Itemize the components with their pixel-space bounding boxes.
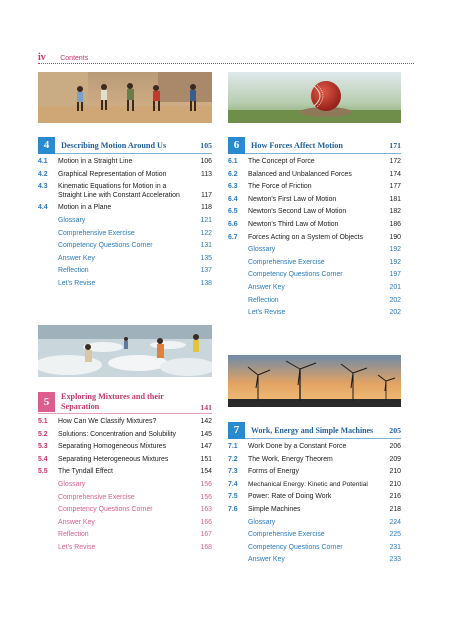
extra-title: Comprehensive Exercise xyxy=(58,229,135,237)
extra-title: Comprehensive Exercise xyxy=(248,531,325,539)
section-page: 216 xyxy=(389,493,401,501)
section-number: 7.3 xyxy=(228,468,238,476)
toc-extra[interactable] xyxy=(38,242,212,251)
extra-page: 202 xyxy=(389,309,401,317)
toc-extra[interactable] xyxy=(38,280,212,289)
extra-page: 163 xyxy=(200,506,212,514)
header-divider xyxy=(38,63,414,64)
section-title: Mechanical Energy: Kinetic and Potential xyxy=(248,480,368,488)
section-page: 145 xyxy=(200,430,212,438)
chapter-heading[interactable] xyxy=(38,137,212,154)
extra-title: Answer Key xyxy=(248,283,285,291)
section-title: The Tyndall Effect xyxy=(58,468,113,476)
section-title: Newton's Second Law of Motion xyxy=(248,208,347,216)
section-number: 5.1 xyxy=(38,418,48,425)
extra-page: 167 xyxy=(200,531,212,539)
chapter-page: 171 xyxy=(389,140,401,150)
toc-extra[interactable] xyxy=(228,544,401,553)
toc-entry[interactable] xyxy=(38,456,212,465)
extra-title: Reflection xyxy=(248,296,279,304)
page-header xyxy=(38,47,88,61)
toc-extra[interactable] xyxy=(228,297,401,306)
section-page: 113 xyxy=(201,170,212,178)
section-list xyxy=(228,443,401,565)
section-page: 117 xyxy=(201,191,212,199)
extra-page: 166 xyxy=(200,518,212,526)
toc-entry[interactable] xyxy=(38,468,212,477)
section-title: Solutions: Concentration and Solubility xyxy=(58,430,176,438)
extra-title: Glossary xyxy=(58,480,86,488)
chapter-number: 7 xyxy=(228,422,245,439)
section-page: 182 xyxy=(389,208,401,216)
section-title: Kinematic Equations for Motion in a Straight Line with Constant Acceleration xyxy=(58,183,180,199)
toc-entry[interactable] xyxy=(38,204,212,213)
section-title: Simple Machines xyxy=(248,505,301,513)
section-number: 6.3 xyxy=(228,183,238,191)
extra-page: 138 xyxy=(200,279,212,287)
chapter-heading[interactable] xyxy=(38,388,212,414)
extra-page: 131 xyxy=(200,242,212,250)
toc-extra[interactable] xyxy=(38,217,212,226)
toc-extra[interactable] xyxy=(38,544,212,553)
toc-entry[interactable] xyxy=(38,418,212,427)
extra-page: 137 xyxy=(200,267,212,275)
toc-entry[interactable] xyxy=(228,468,401,477)
section-title: The Force of Friction xyxy=(248,183,312,191)
wind-turbines-photo xyxy=(228,355,401,407)
section-title: Graphical Representation of Motion xyxy=(58,170,167,178)
toc-entry[interactable] xyxy=(38,158,212,167)
section-title: Newton's Third Law of Motion xyxy=(248,220,339,228)
extra-title: Let's Revise xyxy=(248,309,286,317)
section-number: 4.2 xyxy=(38,170,48,178)
section-page: 106 xyxy=(200,158,212,165)
toc-extra[interactable] xyxy=(38,481,212,490)
section-page: 172 xyxy=(389,158,401,165)
section-number: 5.4 xyxy=(38,455,48,463)
section-title: The Concept of Force xyxy=(248,158,315,165)
section-page: 210 xyxy=(389,468,401,476)
toc-entry[interactable] xyxy=(38,431,212,440)
toc-extra[interactable] xyxy=(228,259,401,268)
section-title: Work Done by a Constant Force xyxy=(248,443,347,450)
extra-title: Answer Key xyxy=(58,518,95,526)
extra-title: Competency Questions Corner xyxy=(58,506,153,514)
chapter-title: How Forces Affect Motion xyxy=(251,140,343,150)
section-list xyxy=(38,418,212,553)
toc-extra[interactable] xyxy=(228,309,401,318)
section-page: 174 xyxy=(389,170,401,178)
page-number: iv xyxy=(38,52,46,63)
toc-entry[interactable] xyxy=(228,506,401,515)
extra-page: 121 xyxy=(200,216,212,224)
section-title: Forces Acting on a System of Objects xyxy=(248,233,363,241)
extra-title: Glossary xyxy=(58,216,86,224)
extra-page: 224 xyxy=(389,518,401,526)
section-page: 206 xyxy=(389,443,401,450)
toc-entry[interactable] xyxy=(228,481,401,490)
chapter-number: 6 xyxy=(228,137,245,154)
extra-title: Reflection xyxy=(58,267,89,275)
page-label: Contents xyxy=(60,55,89,62)
chapter-heading[interactable] xyxy=(228,137,401,154)
toc-entry[interactable] xyxy=(228,221,401,230)
extra-title: Competency Questions Corner xyxy=(248,543,343,551)
toc-extra[interactable] xyxy=(228,246,401,255)
chapter-title: Exploring Mixtures and their Separation xyxy=(61,392,164,411)
extra-title: Comprehensive Exercise xyxy=(248,258,325,266)
section-page: 210 xyxy=(389,480,401,488)
extra-page: 156 xyxy=(200,480,212,488)
section-page: 209 xyxy=(389,455,401,463)
toc-extra[interactable] xyxy=(228,531,401,540)
toc-extra[interactable] xyxy=(38,255,212,264)
toc-entry[interactable] xyxy=(228,208,401,217)
section-number: 4.4 xyxy=(38,204,48,212)
extra-page: 197 xyxy=(389,271,401,279)
section-title: Power: Rate of Doing Work xyxy=(248,493,332,501)
section-number: 7.2 xyxy=(228,455,238,463)
extra-title: Competency Questions Corner xyxy=(248,271,343,279)
section-list xyxy=(38,158,212,289)
section-page: 218 xyxy=(389,505,401,513)
section-page: 118 xyxy=(201,204,212,212)
extra-title: Answer Key xyxy=(248,556,285,564)
toc-extra[interactable] xyxy=(228,519,401,528)
toc-extra[interactable] xyxy=(228,271,401,280)
section-page: 177 xyxy=(389,183,401,191)
chapter-7 xyxy=(228,422,401,569)
section-number: 6.7 xyxy=(228,233,238,241)
section-number: 4.1 xyxy=(38,158,48,165)
section-number: 6.4 xyxy=(228,195,238,203)
section-title: Separating Homogeneous Mixtures xyxy=(58,443,167,451)
extra-page: 201 xyxy=(389,283,401,291)
section-page: 142 xyxy=(200,418,212,425)
section-title: Motion in a Plane xyxy=(58,204,112,212)
toc-extra[interactable] xyxy=(228,284,401,293)
toc-entry[interactable] xyxy=(228,158,401,167)
toc-entry[interactable] xyxy=(228,183,401,192)
chapter-5 xyxy=(38,388,212,557)
extra-page: 156 xyxy=(200,493,212,501)
section-number: 4.3 xyxy=(38,183,48,191)
toc-entry[interactable] xyxy=(228,234,401,243)
extra-title: Glossary xyxy=(248,518,276,526)
toc-entry[interactable] xyxy=(38,183,212,200)
section-page: 181 xyxy=(389,195,401,203)
chapter-heading[interactable] xyxy=(228,422,401,439)
toc-entry[interactable] xyxy=(228,493,401,502)
extra-page: 192 xyxy=(389,246,401,254)
extra-title: Let's Revise xyxy=(58,279,96,287)
chapter-title: Describing Motion Around Us xyxy=(61,140,167,150)
section-number: 5.2 xyxy=(38,430,48,438)
extra-title: Comprehensive Exercise xyxy=(58,493,135,501)
toc-extra[interactable] xyxy=(38,230,212,239)
extra-page: 122 xyxy=(200,229,212,237)
toc-entry[interactable] xyxy=(228,196,401,205)
extra-page: 192 xyxy=(389,258,401,266)
section-number: 6.5 xyxy=(228,208,238,216)
section-page: 190 xyxy=(389,233,401,241)
extra-page: 168 xyxy=(200,543,212,551)
chapter-title: Work, Energy and Simple Machines xyxy=(251,425,374,435)
section-title: Newton's First Law of Motion xyxy=(248,195,337,203)
section-number: 6.6 xyxy=(228,220,238,228)
section-page: 186 xyxy=(389,220,401,228)
extra-title: Glossary xyxy=(248,246,276,254)
extra-page: 225 xyxy=(389,531,401,539)
toc-extra[interactable] xyxy=(38,519,212,528)
section-number: 7.4 xyxy=(228,480,238,488)
section-page: 154 xyxy=(200,468,212,476)
chapter-page: 105 xyxy=(200,140,212,150)
chapter-6 xyxy=(228,137,401,322)
toc-extra[interactable] xyxy=(38,494,212,503)
toc-extra[interactable] xyxy=(38,267,212,276)
extra-title: Reflection xyxy=(58,531,89,539)
chapter-page: 141 xyxy=(200,403,212,412)
toc-entry[interactable] xyxy=(228,171,401,180)
section-title: Forms of Energy xyxy=(248,468,299,476)
extra-title: Answer Key xyxy=(58,254,95,262)
extra-title: Competency Questions Corner xyxy=(58,242,153,250)
toc-entry[interactable] xyxy=(228,443,401,452)
section-number: 7.5 xyxy=(228,493,238,501)
cricket-ball-photo xyxy=(228,72,401,123)
children-playing-photo xyxy=(38,72,212,123)
toc-entry[interactable] xyxy=(228,456,401,465)
extra-page: 202 xyxy=(389,296,401,304)
toc-extra[interactable] xyxy=(38,506,212,515)
section-number: 7.6 xyxy=(228,505,238,513)
chapter-page: 205 xyxy=(389,425,401,435)
section-title: The Work, Energy Theorem xyxy=(248,455,333,463)
toc-entry[interactable] xyxy=(38,171,212,180)
extra-title: Let's Revise xyxy=(58,543,96,551)
toc-extra[interactable] xyxy=(38,531,212,540)
section-title: Balanced and Unbalanced Forces xyxy=(248,170,352,178)
section-number: 5.5 xyxy=(38,468,48,476)
section-title: Motion in a Straight Line xyxy=(58,158,133,165)
extra-page: 231 xyxy=(389,543,401,551)
section-number: 7.1 xyxy=(228,443,238,450)
toc-entry[interactable] xyxy=(38,443,212,452)
chapter-number: 5 xyxy=(38,392,55,412)
section-number: 6.1 xyxy=(228,158,238,165)
section-title: Separating Heterogeneous Mixtures xyxy=(58,455,169,463)
extra-page: 233 xyxy=(389,556,401,564)
salt-pans-photo xyxy=(38,325,212,377)
section-list xyxy=(228,158,401,318)
section-title: How Can We Classify Mixtures? xyxy=(58,418,157,425)
extra-page: 135 xyxy=(200,254,212,262)
section-number: 6.2 xyxy=(228,170,238,178)
toc-extra[interactable] xyxy=(228,556,401,565)
chapter-number: 4 xyxy=(38,137,55,154)
section-page: 151 xyxy=(200,455,212,463)
chapter-4 xyxy=(38,137,212,293)
section-number: 5.3 xyxy=(38,443,48,451)
section-page: 147 xyxy=(200,443,212,451)
